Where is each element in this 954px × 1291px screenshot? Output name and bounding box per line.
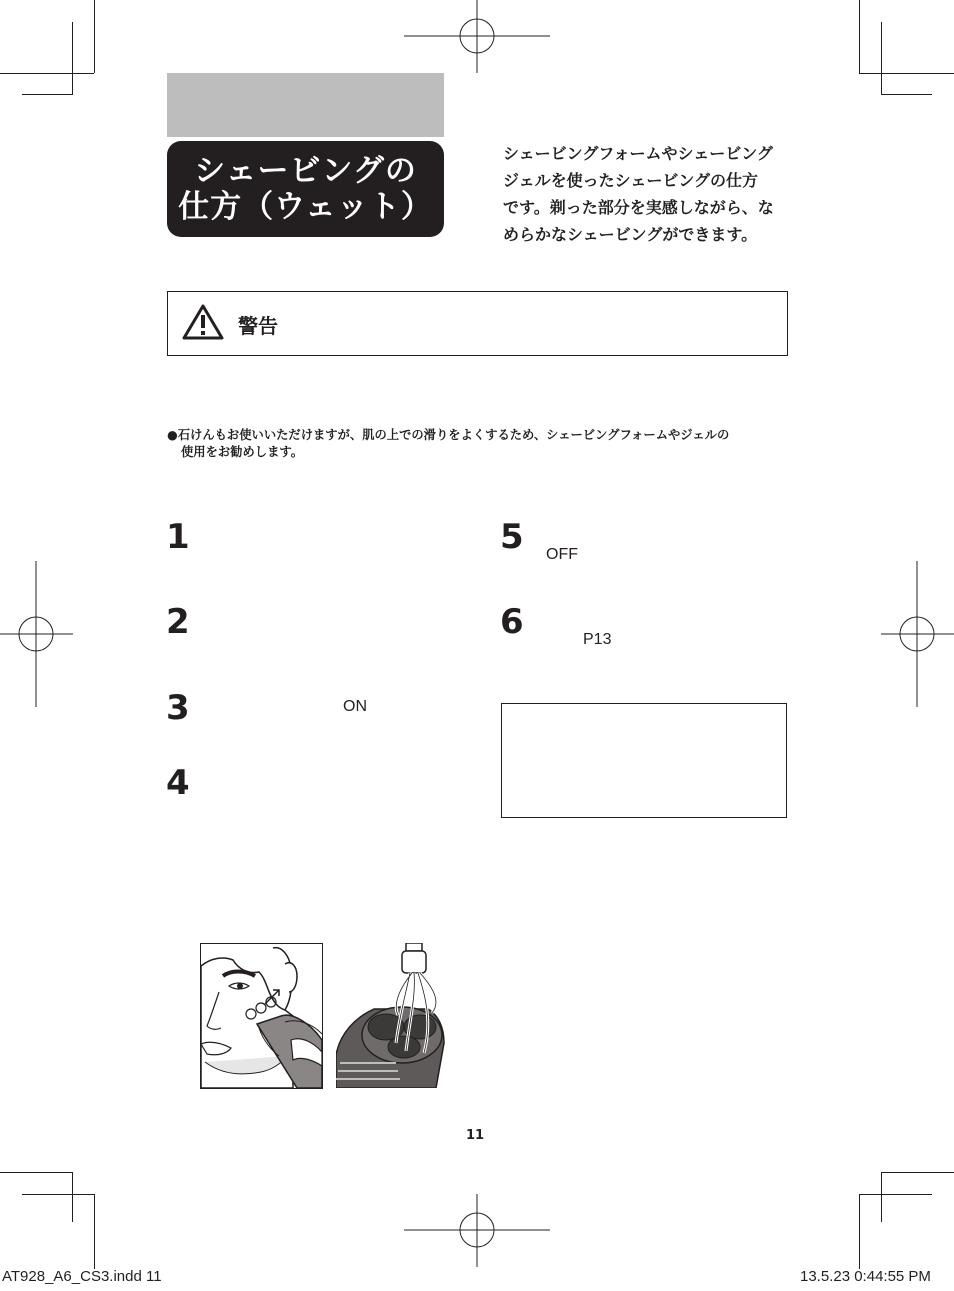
section-title — [167, 141, 444, 237]
intro-line-2: ジェルを使ったシェービングの仕方 — [503, 171, 759, 190]
title-gray-band — [167, 73, 444, 137]
registration-mark-top — [404, 0, 550, 73]
step-5-off-label: OFF — [546, 546, 578, 563]
bullet: ● — [167, 428, 178, 442]
step-number-2: 2 — [166, 602, 190, 642]
timestamp-slug: 13.5.23 0:44:55 PM — [800, 1268, 931, 1285]
warning-label: 警告 — [238, 314, 278, 338]
step-number-4: 4 — [166, 763, 190, 803]
step-number-6: 6 — [500, 602, 524, 642]
step-6-page-ref: P13 — [583, 631, 612, 648]
title-line-1: シェービングの — [194, 153, 417, 189]
empty-note-box — [501, 703, 787, 818]
warning-triangle-icon — [182, 303, 224, 341]
registration-mark-right — [881, 561, 954, 707]
registration-mark-left — [0, 561, 73, 707]
step-number-5: 5 — [500, 517, 524, 557]
page-number: 11 — [466, 1128, 485, 1143]
title-line-2: 仕方（ウェット） — [178, 189, 433, 225]
registration-mark-bottom — [404, 1194, 550, 1267]
intro-line-3: です。剃った部分を実感しながら、な — [503, 198, 774, 217]
step-number-1: 1 — [166, 517, 190, 557]
intro-text — [503, 140, 793, 248]
step-number-3: 3 — [166, 688, 190, 728]
shaver-head-rinsing-illustration — [336, 943, 448, 1088]
note-line-2: 使用をお勧めします。 — [181, 445, 303, 459]
step-3-on-label: ON — [343, 698, 367, 715]
intro-line-1: シェービングフォームやシェービング — [503, 144, 773, 163]
intro-line-4: めらかなシェービングができます。 — [503, 225, 758, 244]
warning-box — [167, 291, 788, 356]
usage-note — [167, 427, 792, 461]
note-line-1: 石けんもお使いいただけますが、肌の上での滑りをよくするため、シェービングフォームやジェルの — [177, 428, 730, 442]
face-shaving-illustration — [200, 943, 323, 1089]
file-slug: AT928_A6_CS3.indd 11 — [2, 1268, 162, 1285]
